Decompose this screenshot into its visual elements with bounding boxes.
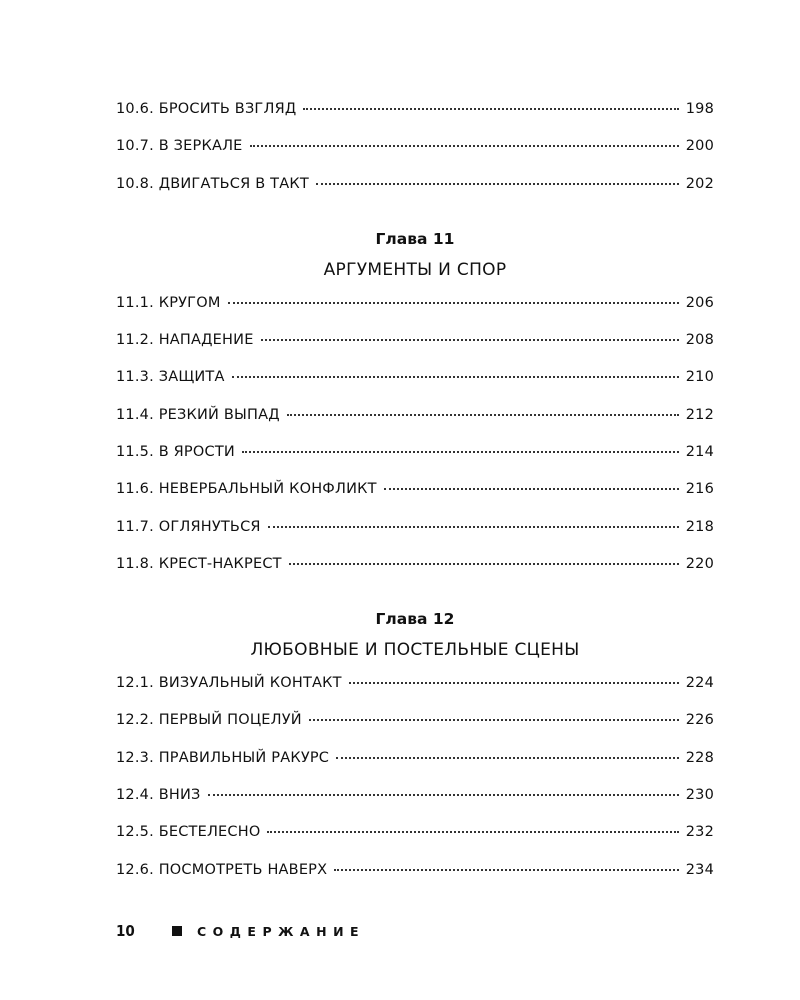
toc-entry-10-6 [116,101,714,123]
toc-entry-page: 216 [685,481,714,497]
toc-entry-label: 10.8. ДВИГАТЬСЯ В ТАКТ [116,176,309,192]
toc-entry-label: 12.6. ПОСМОТРЕТЬ НАВЕРХ [116,862,328,878]
toc-entry-page: 210 [685,369,714,385]
dot-leader [208,794,679,796]
toc-entry-label: 12.4. ВНИЗ [116,787,201,803]
dot-leader [242,451,679,453]
dot-leader [287,414,679,416]
toc-entry-label: 12.3. ПРАВИЛЬНЫЙ РАКУРС [116,750,330,766]
toc-entry-12-3 [116,750,714,772]
chapter-11-number: Глава 11 [375,230,455,248]
toc-entry-label: 10.7. В ЗЕРКАЛЕ [116,138,243,154]
dot-leader [232,376,679,378]
toc-entry-12-2 [116,712,714,734]
toc-entry-label: 11.2. НАПАДЕНИЕ [116,332,254,348]
dot-leader [261,339,679,341]
toc-entry-page: 232 [685,824,714,840]
dot-leader [267,831,678,833]
toc-entry-label: 10.6. БРОСИТЬ ВЗГЛЯД [116,101,297,117]
toc-entry-12-4 [116,787,714,809]
toc-entry-12-1 [116,675,714,697]
dot-leader [336,757,679,759]
toc-entry-page: 200 [685,138,714,154]
toc-entry-11-2 [116,332,714,354]
dot-leader [384,488,679,490]
toc-entry-label: 12.1. ВИЗУАЛЬНЫЙ КОНТАКТ [116,675,342,691]
dot-leader [228,302,679,304]
toc-entry-11-1 [116,295,714,317]
dot-leader [334,869,678,871]
toc-entry-page: 202 [685,176,714,192]
toc-entry-page: 198 [685,101,714,117]
toc-entry-10-7 [116,138,714,160]
square-bullet-icon [172,926,182,936]
dot-leader [309,719,679,721]
footer-page-number: 10 [116,922,135,940]
toc-entry-page: 226 [685,712,714,728]
toc-entry-label: 12.2. ПЕРВЫЙ ПОЦЕЛУЙ [116,712,302,728]
toc-entry-label: 11.5. В ЯРОСТИ [116,444,235,460]
toc-entry-page: 208 [685,332,714,348]
dot-leader [349,682,679,684]
toc-entry-11-7 [116,519,714,541]
toc-entry-page: 228 [685,750,714,766]
toc-entry-11-6 [116,481,714,503]
toc-entry-10-8 [116,176,714,198]
toc-entry-label: 12.5. БЕСТЕЛЕСНО [116,824,261,840]
toc-entry-label: 11.3. ЗАЩИТА [116,369,225,385]
toc-entry-label: 11.4. РЕЗКИЙ ВЫПАД [116,407,280,423]
dot-leader [268,526,679,528]
toc-entry-11-8 [116,556,714,578]
toc-entry-page: 220 [685,556,714,572]
chapter-12-title: ЛЮБОВНЫЕ И ПОСТЕЛЬНЫЕ СЦЕНЫ [250,640,580,660]
toc-entry-12-5 [116,824,714,846]
dot-leader [289,563,679,565]
toc-entry-label: 11.6. НЕВЕРБАЛЬНЫЙ КОНФЛИКТ [116,481,377,497]
dot-leader [303,108,678,110]
toc-entry-page: 230 [685,787,714,803]
toc-entry-page: 214 [685,444,714,460]
toc-entry-label: 11.1. КРУГОМ [116,295,221,311]
dot-leader [316,183,679,185]
toc-entry-page: 212 [685,407,714,423]
chapter-12-number: Глава 12 [375,610,455,628]
toc-entry-12-6 [116,862,714,884]
toc-entry-label: 11.8. КРЕСТ-НАКРЕСТ [116,556,282,572]
toc-entry-page: 218 [685,519,714,535]
toc-entry-page: 206 [685,295,714,311]
dot-leader [250,145,679,147]
toc-entry-11-3 [116,369,714,391]
toc-entry-page: 234 [685,862,714,878]
toc-entry-label: 11.7. ОГЛЯНУТЬСЯ [116,519,261,535]
chapter-11-title: АРГУМЕНТЫ И СПОР [323,260,507,280]
footer-section-label: СОДЕРЖАНИЕ [197,924,366,939]
toc-entry-11-5 [116,444,714,466]
toc-entry-11-4 [116,407,714,429]
toc-entry-page: 224 [685,675,714,691]
